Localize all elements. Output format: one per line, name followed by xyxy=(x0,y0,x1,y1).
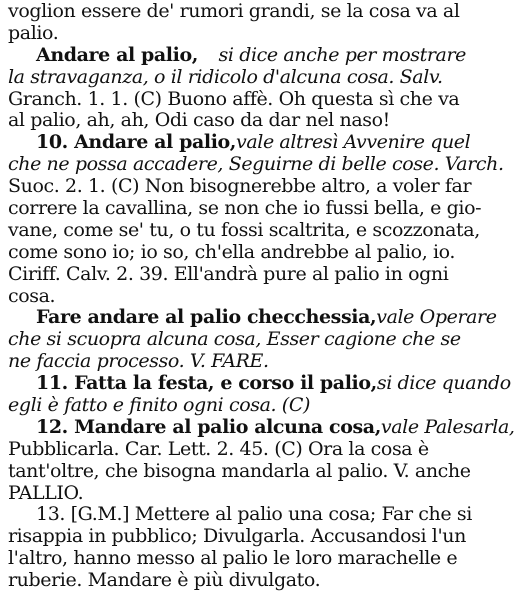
text-line-19: egli è fatto e finito ogni cosa. (C) xyxy=(8,394,310,417)
text-line-14: cosa. xyxy=(8,284,56,307)
text-line-17: ne faccia processo. V. FARE. xyxy=(8,350,269,373)
text-line-11: vane, come se' tu, o tu fossi scaltrita, e scozzonata, xyxy=(8,218,480,241)
text-line-15: Fare andare al palio checchessia, vale Operare xyxy=(36,306,497,329)
text-line-10: correre la cavallina, se non che io fussi bella, e gio- xyxy=(8,197,482,220)
text-line-13: Ciriff. Calv. 2. 39. Ell'andrà pure al palio in ogni xyxy=(8,262,449,285)
text-line-6: al palio, ah, ah, Odi caso da dar nel naso! xyxy=(8,109,390,132)
text-line-2: palio. xyxy=(8,21,59,44)
text-line-26: l'altro, hanno messo al palio le loro marachelle e xyxy=(8,547,458,570)
text-line-18: 11. Fatta la festa, e corso il palio, si dice quando xyxy=(36,372,511,395)
text-line-5: Granch. 1. 1. (C) Buono affè. Oh questa sì che va xyxy=(8,87,460,110)
text-line-8: che ne possa accadere, Seguirne di belle cose. Varch. xyxy=(8,153,504,176)
text-line-23: PALLIO. xyxy=(8,481,84,504)
text-line-22: tant'oltre, che bisogna mandarla al palio. V. anche xyxy=(8,459,471,482)
text-line-27: ruberie. Mandare è più divulgato. xyxy=(8,569,321,591)
text-line-9: Suoc. 2. 1. (C) Non bisognerebbe altro, a voler far xyxy=(8,175,472,198)
text-line-20: 12. Mandare al palio alcuna cosa, vale Palesarla, xyxy=(36,415,515,438)
text-line-16: che si scuopra alcuna cosa, Esser cagione che se xyxy=(8,328,461,351)
text-line-25: risappia in pubblico; Divulgarla. Accusandosi l'un xyxy=(8,525,466,548)
text-line-12: come sono io; io so, ch'ella andrebbe al palio, io. xyxy=(8,240,456,263)
text-line-24: 13. [G.M.] Mettere al palio una cosa; Far che si xyxy=(36,503,472,526)
text-line-1: voglion essere de' rumori grandi, se la cosa va al xyxy=(8,0,460,22)
text-line-4: la stravaganza, o il ridicolo d'alcuna cosa. Salv. xyxy=(8,65,443,88)
text-line-3: Andare al palio, si dice anche per mostrare xyxy=(36,43,466,66)
text-line-7: 10. Andare al palio, vale altresì Avvenire quel xyxy=(36,131,471,154)
text-line-21: Pubblicarla. Car. Lett. 2. 45. (C) Ora la cosa è xyxy=(8,437,429,460)
